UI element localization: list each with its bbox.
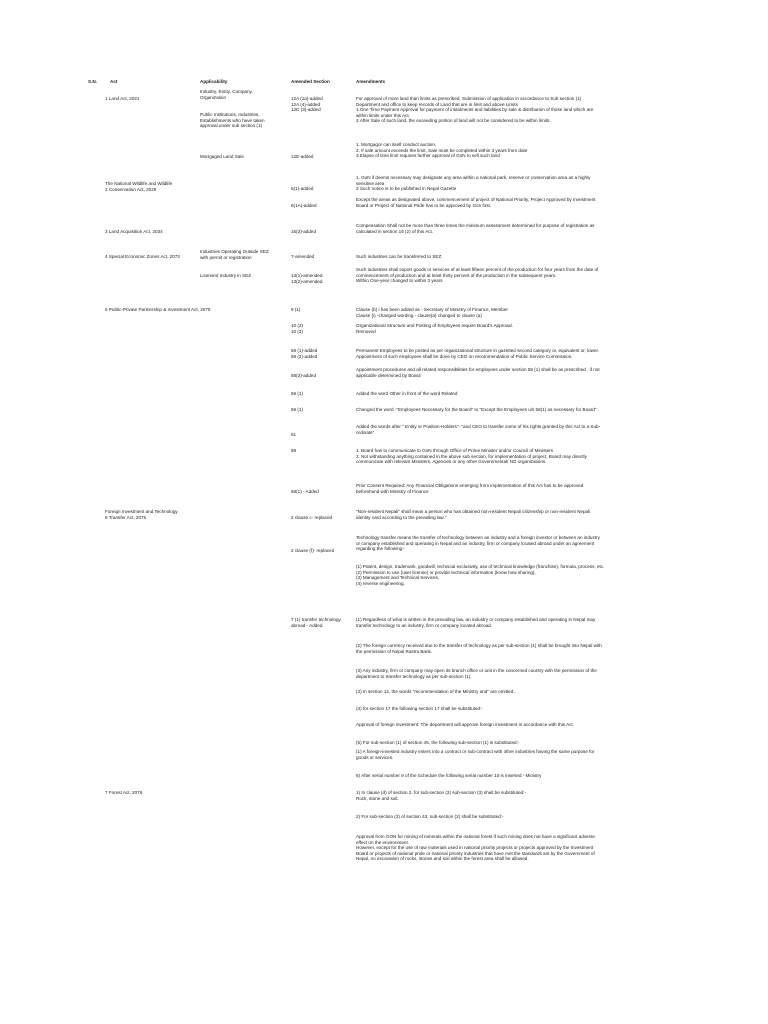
amendment-text: (4) for section 17 the following section 17 shall be substituted:- [356,706,483,711]
act-special-economic-zones: 4 Special Economic Zones Act, 2073 [105,254,180,259]
applicability-outside-sez: Industries Operating Outside SEZ with permit or registration [200,249,269,260]
header-amendments: Amendments [356,79,386,84]
amendment-text: 6) After serial number 9 of the Schedule the following serial number 10 is inserted:- Ministry [356,773,542,778]
amendment-text: Such industries can be transferred to SEZ [356,254,442,259]
amendment-text: 1. Mortgagor can itself conduct auction. 2. If sale amount exceeds the limit, Sale must be completed within 3 years from date 3.Elapse of time limit requires further approval of GoN to sell such land [356,142,528,159]
amendment-text: Approval of foreign investment: The department will approve foreign investment in accordance with this Act. [356,722,574,727]
amendment-text: (1) A foreign-invested industry enters into a contract or sub-contract with other industries having the same purpose for goods or services. [356,749,595,760]
amendment-text: Added the word Other in front of the word Related [356,391,458,396]
amendment-text: Except the areas as designated above, commencement of project of National Priority, Project Approved by Investment Board or Project of National Pride has to be approved by Gon first. [356,197,596,208]
section-12e: 12E-added [291,154,314,159]
amendment-text: Compensation Shall not be more than three times the minimum assessment determined for purpose of registration as calculated in section 16 (2) of this Act. [356,223,595,234]
section-7: 7-amended [291,254,315,259]
section-7-1: 7 (1) transfer technology abroad - Added [291,617,341,628]
applicability-industry-entity: Industry, Entity, Company, Organization [200,89,253,100]
amendment-text: Permanent Employees to be posted as per organizational structure in gazetted second category or, equivalent or, lower. Appointment of such employees shall be done by CEO on recommendation of Public Service Commission. [356,348,600,359]
amendment-text: (5) For sub-section (1) of section 45, the following sub-section (1) is substituted:- [356,740,520,745]
amendment-text: 1. Board has to communicate to GoN through Office of Prime Minister and/or Council of Ministers 2. Not withstanding anything contained in the above sub section, for implementation of project, Board may directly communicate with relevant Ministers, Agencies or any other Governmental/ NG organizations. [356,448,587,465]
act-ppp-investment: 5 Public-Private Partnership & Investment Act, 2075 [105,307,211,312]
amendment-text: (1) Patent, design, trademark, goodwill, technical exclusivity, use of technical knowledge (franchise), formula, process, etc. (2) Permission to use (user license) or provide technical information (know how sharing), (3) Management and Technical Services, (4) reverse engineering. [356,564,605,586]
section-5-1: 5(1)-added [291,186,314,191]
amendment-text: Changed the word -"Employees Necessary for the Board" to "Except the Employees u/s 58(1) as necessary for Board" [356,407,597,412]
amendment-text: (2) The foreign currency received due to the transfer of technology as per sub-section (1) shall be brought into Nepal with the permission of Nepal Rastra Bank. [356,643,602,654]
amendment-text: For approval of more land than limits as prescribed, Submission of application in accordance to Sub section (1) Department and office to keep records of Land that are in limit and above Limits 1.One Time Payment Approval for payment of instalments and liabilities by sale & distribution of those land which are within limits under this Act. 2.After Sale of such land, the exceeding portion of land will not be considered to be within limits. [356,96,594,124]
section-16-3: 16(3)-added [291,229,317,234]
section-6-1a: 6(1A)-added [291,203,317,208]
amendment-text: Organizational Structure and Posting of Employees require Board's Approval. Removed [356,323,513,334]
applicability-public-institutions: Public Institutions, Industries, Establishments who have taken approval under sub section (1) [200,112,265,129]
applicability-licensed-sez: Licensed Industry in SEZ [200,273,252,278]
act-land-act: 1 Land Act, 2021 [105,96,140,101]
amendment-text: Approval from GON for mining of minerals within the national forest if such mining does not have a significant adverse effect on the environment. However, except for the use of raw materials used in national priority projects or projects approved by the Investment Board or projects of national pride or national priority industries that have met the standards set by the Government of Nepal, no excavation of rocks, stones and soil within the forest area shall be allowed. [356,834,595,862]
section-61: 61 [291,432,297,437]
amendment-text: "Non-resident Nepali" shall mean a person who has obtained non-resident Nepali citizenship or non-resident Nepali identity card according to the prevailing law." [356,509,591,520]
amendment-text: Prior Consent Required: Any Financial Obligations emerging from implementation of this Act has to be approved beforehand with Ministry of Finance [356,483,584,494]
header-amended-section: Amended Section [291,79,330,84]
section-12a: 12A (1a)-added 12A (4)-added 12D (3)-added [291,96,323,113]
act-land-acquisition: 3 Land Acquisition Act, 2034 [105,229,163,234]
header-act: Act [110,79,118,84]
section-9-1: 9 (1) [291,307,301,312]
amendment-text: Such industries shall export goods or services of at least fifteen percent of the production for four years from the date of commencement of production and at least thirty percent of the production in the subsequent years. Within One-year changed to within 3 years [356,267,599,284]
applicability-mortgaged-land: Mortgaged Land Sale [200,154,244,159]
amendment-text: 1. GoN if deems necessary may designate any area within a national park, reserve or conservation area as a highly sensitive area 2 Such notice is to be published in Nepal Gazette [356,175,591,192]
section-68: 68 [291,448,297,453]
header-applicability: Applicability [200,79,228,84]
amendment-text: 1) In clause (d) of section 2, for sub-section (3) sub-section (3) shall be substituted:- Rock, stone and soil. [356,790,527,801]
amendment-text: Appointment procedures and all related responsibilities for employees under section 58 (1) shall be as prescribed , if not applicable determined by Board [356,367,600,378]
section-59-1-b: 59 (1) [291,407,304,412]
section-68-1: 68(1) - Added [291,489,319,494]
section-2f: 2 clause (f)- replaced [291,548,335,553]
amendment-text: Clause (b) i has been added as - Secretary of Ministry of Finance, Member Clause (i) -changed wording - clause(a) changed to clause (a) [356,307,508,318]
section-58-3: 58(3)-added [291,373,317,378]
header-sn: S.N. [88,79,97,84]
amendment-text: (3) In section 12, the words "recommendation of the Ministry and" are omitted. [356,689,515,694]
act-foreign-investment: Foreign Investment and Technology 6 Transfer Act, 2075 [105,509,178,520]
act-wildlife-conservation: The National Wildlife and Wildlife 2 Conservation Act, 2029 [105,181,173,192]
amendment-text: (1) Regardless of what is written in the prevailing law, an industry or company established and operating in Nepal may transfer technology to an industry, firm or company located abroad. [356,617,596,628]
amendment-text: 2) For sub-section (2) of section 43, sub-section (2) shall be substituted:- [356,814,504,819]
section-10: 10 (2) 10 (3) [291,323,304,334]
section-2c: 2 clause c- replaced [291,515,333,520]
amendment-text: Added the words after " Entity or Position-Holders"- "and CEO to transfer some of his rights granted by this Act to a Sub- ordinate". [356,424,601,435]
act-forest: 7 Forest Act, 2076 [105,790,143,795]
section-13: 13(1)-amended 13(2)-amended [291,273,323,284]
section-58-1-2: 58 (1)-added 58 (2)-added [291,348,318,359]
section-59-1-a: 59 (1) [291,391,304,396]
amendment-text: Technology transfer means the transfer of technology between an industry and a foreign investor or between an industry or company established and operating in Nepal and an industry, firm or company located abroad under an agreement regarding the following:- [356,535,600,552]
amendment-text: (3) Any industry, firm or company may open its branch office or unit in the concerned country with the permission of the department to transfer technology as per sub-section (1). [356,668,597,679]
